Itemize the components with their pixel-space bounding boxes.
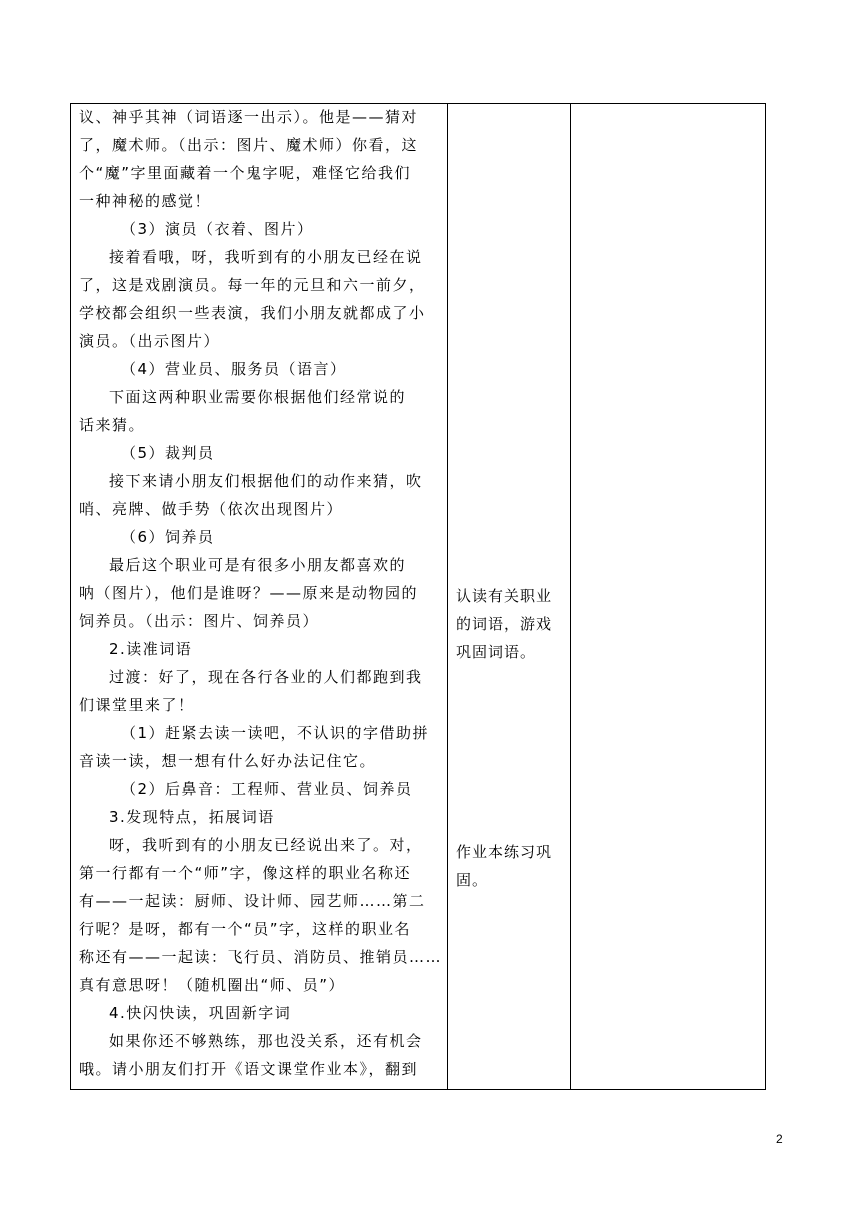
teaching-text-line: 呀，我听到有的小朋友已经说出来了。对， (109, 836, 423, 854)
teaching-text-line: 饲养员。（出示：图片、饲养员） (79, 612, 320, 630)
teaching-text-line: 4.快闪快读，巩固新字词 (109, 1004, 292, 1022)
teaching-text-line: 行呢？是呀，都有一个“员”字，这样的职业名 (79, 920, 412, 938)
teaching-text-line: （1）赶紧去读一读吧，不认识的字借助拼 (121, 724, 430, 742)
student-activity-cell (448, 104, 571, 1090)
teaching-text-line: 一种神秘的感觉！ (79, 192, 212, 210)
teaching-text-line: （2）后鼻音：工程师、营业员、饲养员 (121, 780, 413, 798)
teaching-text-line: 接下来请小朋友们根据他们的动作来猜，吹 (109, 472, 423, 490)
teaching-text-line: （4）营业员、服务员（语言） (121, 360, 347, 378)
teaching-text-line: 议、神乎其神（词语逐一出示）。他是——猜对 (79, 108, 419, 126)
teaching-text-line: 接着看哦，呀，我听到有的小朋友已经在说 (109, 248, 423, 266)
teaching-text-line: 3.发现特点，拓展词语 (109, 808, 275, 826)
teaching-text-line: 过渡：好了，现在各行各业的人们都跑到我 (109, 668, 423, 686)
teaching-process-cell (71, 104, 448, 1090)
student-activity-line: 固。 (456, 871, 489, 889)
lesson-plan-table (70, 103, 766, 1090)
teaching-text-line: 演员。（出示图片） (79, 332, 221, 350)
student-activity-line: 认读有关职业 (456, 587, 553, 605)
teaching-text-line: 下面这两种职业需要你根据他们经常说的 (109, 388, 407, 406)
teaching-text-line: 2.读准词语 (109, 640, 193, 658)
teaching-text-line: 了，这是戏剧演员。每一年的元旦和六一前夕， (79, 276, 426, 294)
page-number: 2 (776, 1132, 783, 1146)
teaching-text-line: （3）演员（衣着、图片） (121, 220, 314, 238)
design-intent-cell (571, 104, 766, 1090)
teaching-text-line: 如果你还不够熟练，那也没关系，还有机会 (109, 1032, 423, 1050)
teaching-text-line: 了，魔术师。（出示：图片、魔术师）你看，这 (79, 136, 419, 154)
teaching-text-line: 哦。请小朋友们打开《语文课堂作业本》，翻到 (79, 1060, 419, 1078)
teaching-text-line: 学校都会组织一些表演，我们小朋友就都成了小 (79, 304, 426, 322)
student-activity-line: 巩固词语。 (456, 643, 537, 661)
teaching-text-line: 第一行都有一个“师”字，像这样的职业名称还 (79, 864, 412, 882)
teaching-text-line: 哨、亮牌、做手势（依次出现图片） (79, 500, 344, 518)
teaching-text-line: 们课堂里来了！ (79, 696, 195, 714)
teaching-text-line: 有——一起读：厨师、设计师、园艺师……第二 (79, 892, 426, 910)
teaching-text-line: 最后这个职业可是有很多小朋友都喜欢的 (109, 556, 407, 574)
teaching-text-line: 话来猜。 (79, 416, 146, 434)
teaching-text-line: 称还有——一起读：飞行员、消防员、推销员…… (79, 948, 443, 966)
teaching-text-line: （5）裁判员 (121, 444, 215, 462)
teaching-text-line: 个“魔”字里面藏着一个鬼字呢，难怪它给我们 (79, 164, 412, 182)
teaching-text-line: 真有意思呀！（随机圈出“师、员”） (79, 976, 346, 994)
student-activity-line: 作业本练习巩 (456, 843, 553, 861)
table-row (71, 104, 766, 1090)
teaching-text-line: 呐（图片），他们是谁呀？——原来是动物园的 (79, 584, 419, 602)
teaching-text-line: 音读一读，想一想有什么好办法记住它。 (79, 752, 377, 770)
teaching-text-line: （6）饲养员 (121, 528, 215, 546)
student-activity-line: 的词语，游戏 (456, 615, 553, 633)
